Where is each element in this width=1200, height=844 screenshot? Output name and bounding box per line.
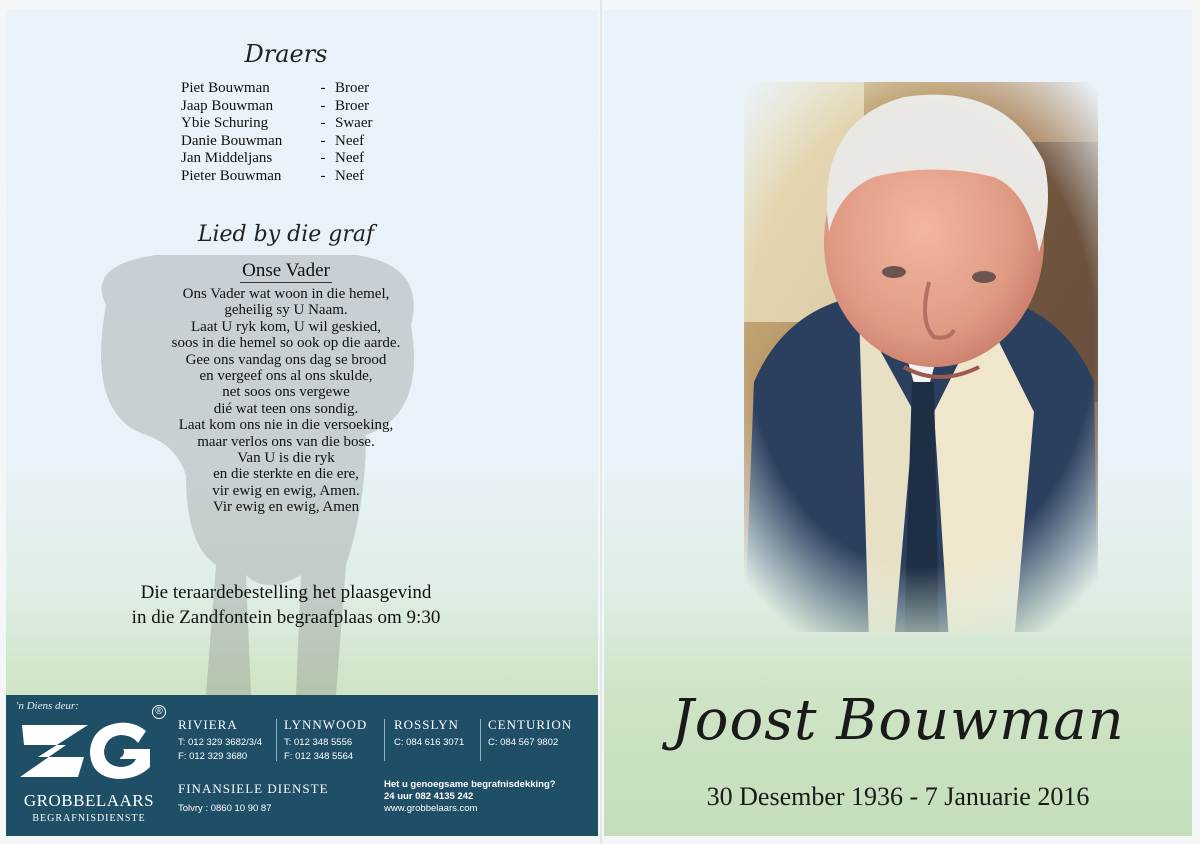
branch-name: CENTURION: [488, 717, 573, 732]
left-page: [6, 10, 598, 836]
finance-title: FINANSIELE DIENSTE: [178, 781, 329, 796]
pallbearer-relation: Broer: [335, 80, 370, 96]
lyric-line: Laat kom ons nie in die versoeking,: [178, 417, 394, 434]
pallbearer-dash: -: [320, 167, 326, 184]
table-row: [181, 168, 373, 186]
pallbearer-name: Danie Bouwman: [181, 132, 283, 149]
grobbelaars-logo-icon: [18, 715, 168, 787]
divider: [480, 719, 481, 761]
brand-name: GROBBELAARS: [23, 791, 155, 810]
registered-mark: ®: [152, 705, 166, 719]
pallbearers-heading: Draers: [244, 40, 328, 68]
branch-lynnwood: [284, 717, 367, 764]
lyrics: [6, 286, 566, 516]
song-heading: Lied by die graf: [197, 222, 375, 247]
branch-phone: T: 012 329 3682/3/4: [178, 737, 262, 748]
lyric-line: Van U is die ryk: [237, 450, 335, 467]
song-title-text: Onse Vader: [242, 260, 330, 281]
table-row: [181, 115, 373, 133]
lyric-line: maar verlos ons van die bose.: [197, 433, 375, 450]
pallbearer-relation: Neef: [335, 132, 365, 149]
brand-subtitle: BEGRAFNISDIENSTE: [32, 813, 146, 824]
branch-fax: F: 012 348 5564: [284, 751, 354, 762]
pallbearer-name: Pieter Bouwman: [181, 167, 282, 184]
branch-phone: C: 084 567 9802: [488, 737, 559, 748]
burial-notice: [6, 580, 566, 630]
cover-phone: 24 uur 082 4135 242: [384, 791, 474, 802]
pallbearer-dash: -: [320, 132, 326, 149]
branch-name: ROSSLYN: [394, 717, 459, 732]
table-row: [181, 133, 373, 151]
lyric-line: geheilig sy U Naam.: [224, 302, 348, 319]
lyric-line: soos in die hemel so ook op die aarde.: [171, 335, 401, 352]
lyric-line: vir ewig en ewig, Amen.: [212, 482, 360, 499]
pallbearer-name: Jaap Bouwman: [181, 97, 274, 114]
lyric-line: en vergeef ons al ons skulde,: [199, 368, 373, 385]
life-dates: 30 Desember 1936 - 7 Januarie 2016: [706, 782, 1090, 811]
branch-fax: F: 012 329 3680: [178, 751, 248, 762]
branch-name: RIVIERA: [178, 717, 238, 732]
lyric-line: Ons Vader wat woon in die hemel,: [182, 286, 390, 302]
divider: [276, 719, 277, 761]
pallbearer-dash: -: [320, 115, 326, 131]
right-page: [604, 10, 1192, 836]
lyric-line: dié wat teen ons sondig.: [213, 400, 359, 417]
branch-name: LYNNWOOD: [284, 717, 368, 732]
branch-riviera: [178, 717, 262, 764]
lyric-line: net soos ons vergewe: [222, 384, 350, 401]
branch-centurion: [488, 717, 572, 750]
pallbearer-relation: Neef: [335, 167, 365, 184]
pallbearers-list: [181, 80, 373, 185]
table-row: [181, 98, 373, 116]
cover-question: Het u genoegsame begrafnisdekking?: [384, 779, 556, 790]
center-fold: [600, 0, 602, 844]
funeral-cover-info: [384, 779, 556, 815]
pallbearer-dash: -: [320, 97, 326, 114]
pallbearer-name: Ybie Schuring: [181, 115, 269, 131]
branch-rosslyn: [394, 717, 464, 750]
table-row: [181, 80, 373, 98]
pallbearer-name: Jan Middeljans: [181, 150, 273, 166]
portrait-photo: [744, 82, 1098, 632]
song-title: [6, 260, 566, 282]
pallbearer-dash: -: [320, 150, 326, 166]
lyric-line: Vir ewig en ewig, Amen: [212, 499, 360, 516]
pallbearer-relation: Broer: [335, 97, 370, 114]
funeral-home-banner: [6, 695, 598, 836]
pallbearer-relation: Swaer: [335, 115, 373, 131]
pallbearer-name: Piet Bouwman: [181, 80, 270, 96]
finance-services: [178, 781, 329, 814]
branch-phone: T: 012 348 5556: [284, 737, 353, 748]
deceased-name: Joost Bouwman: [671, 688, 1125, 753]
pallbearer-relation: Neef: [335, 150, 365, 166]
lyric-line: Gee ons vandag ons dag se brood: [185, 351, 387, 368]
burial-line: in die Zandfontein begraafplaas om 9:30: [131, 607, 441, 628]
branch-phone: C: 084 616 3071: [394, 737, 465, 748]
table-row: [181, 150, 373, 168]
service-by-label: 'n Diens deur:: [16, 700, 79, 712]
lyric-line: Laat U ryk kom, U wil geskied,: [191, 318, 381, 335]
website-link[interactable]: www.grobbelaars.com: [384, 803, 478, 814]
pallbearer-dash: -: [320, 80, 326, 96]
divider: [384, 719, 385, 761]
lyric-line: en die sterkte en die ere,: [213, 466, 359, 483]
finance-phone: Tolvry : 0860 10 90 87: [178, 803, 272, 814]
burial-line: Die teraardebestelling het plaasgevind: [140, 582, 432, 603]
